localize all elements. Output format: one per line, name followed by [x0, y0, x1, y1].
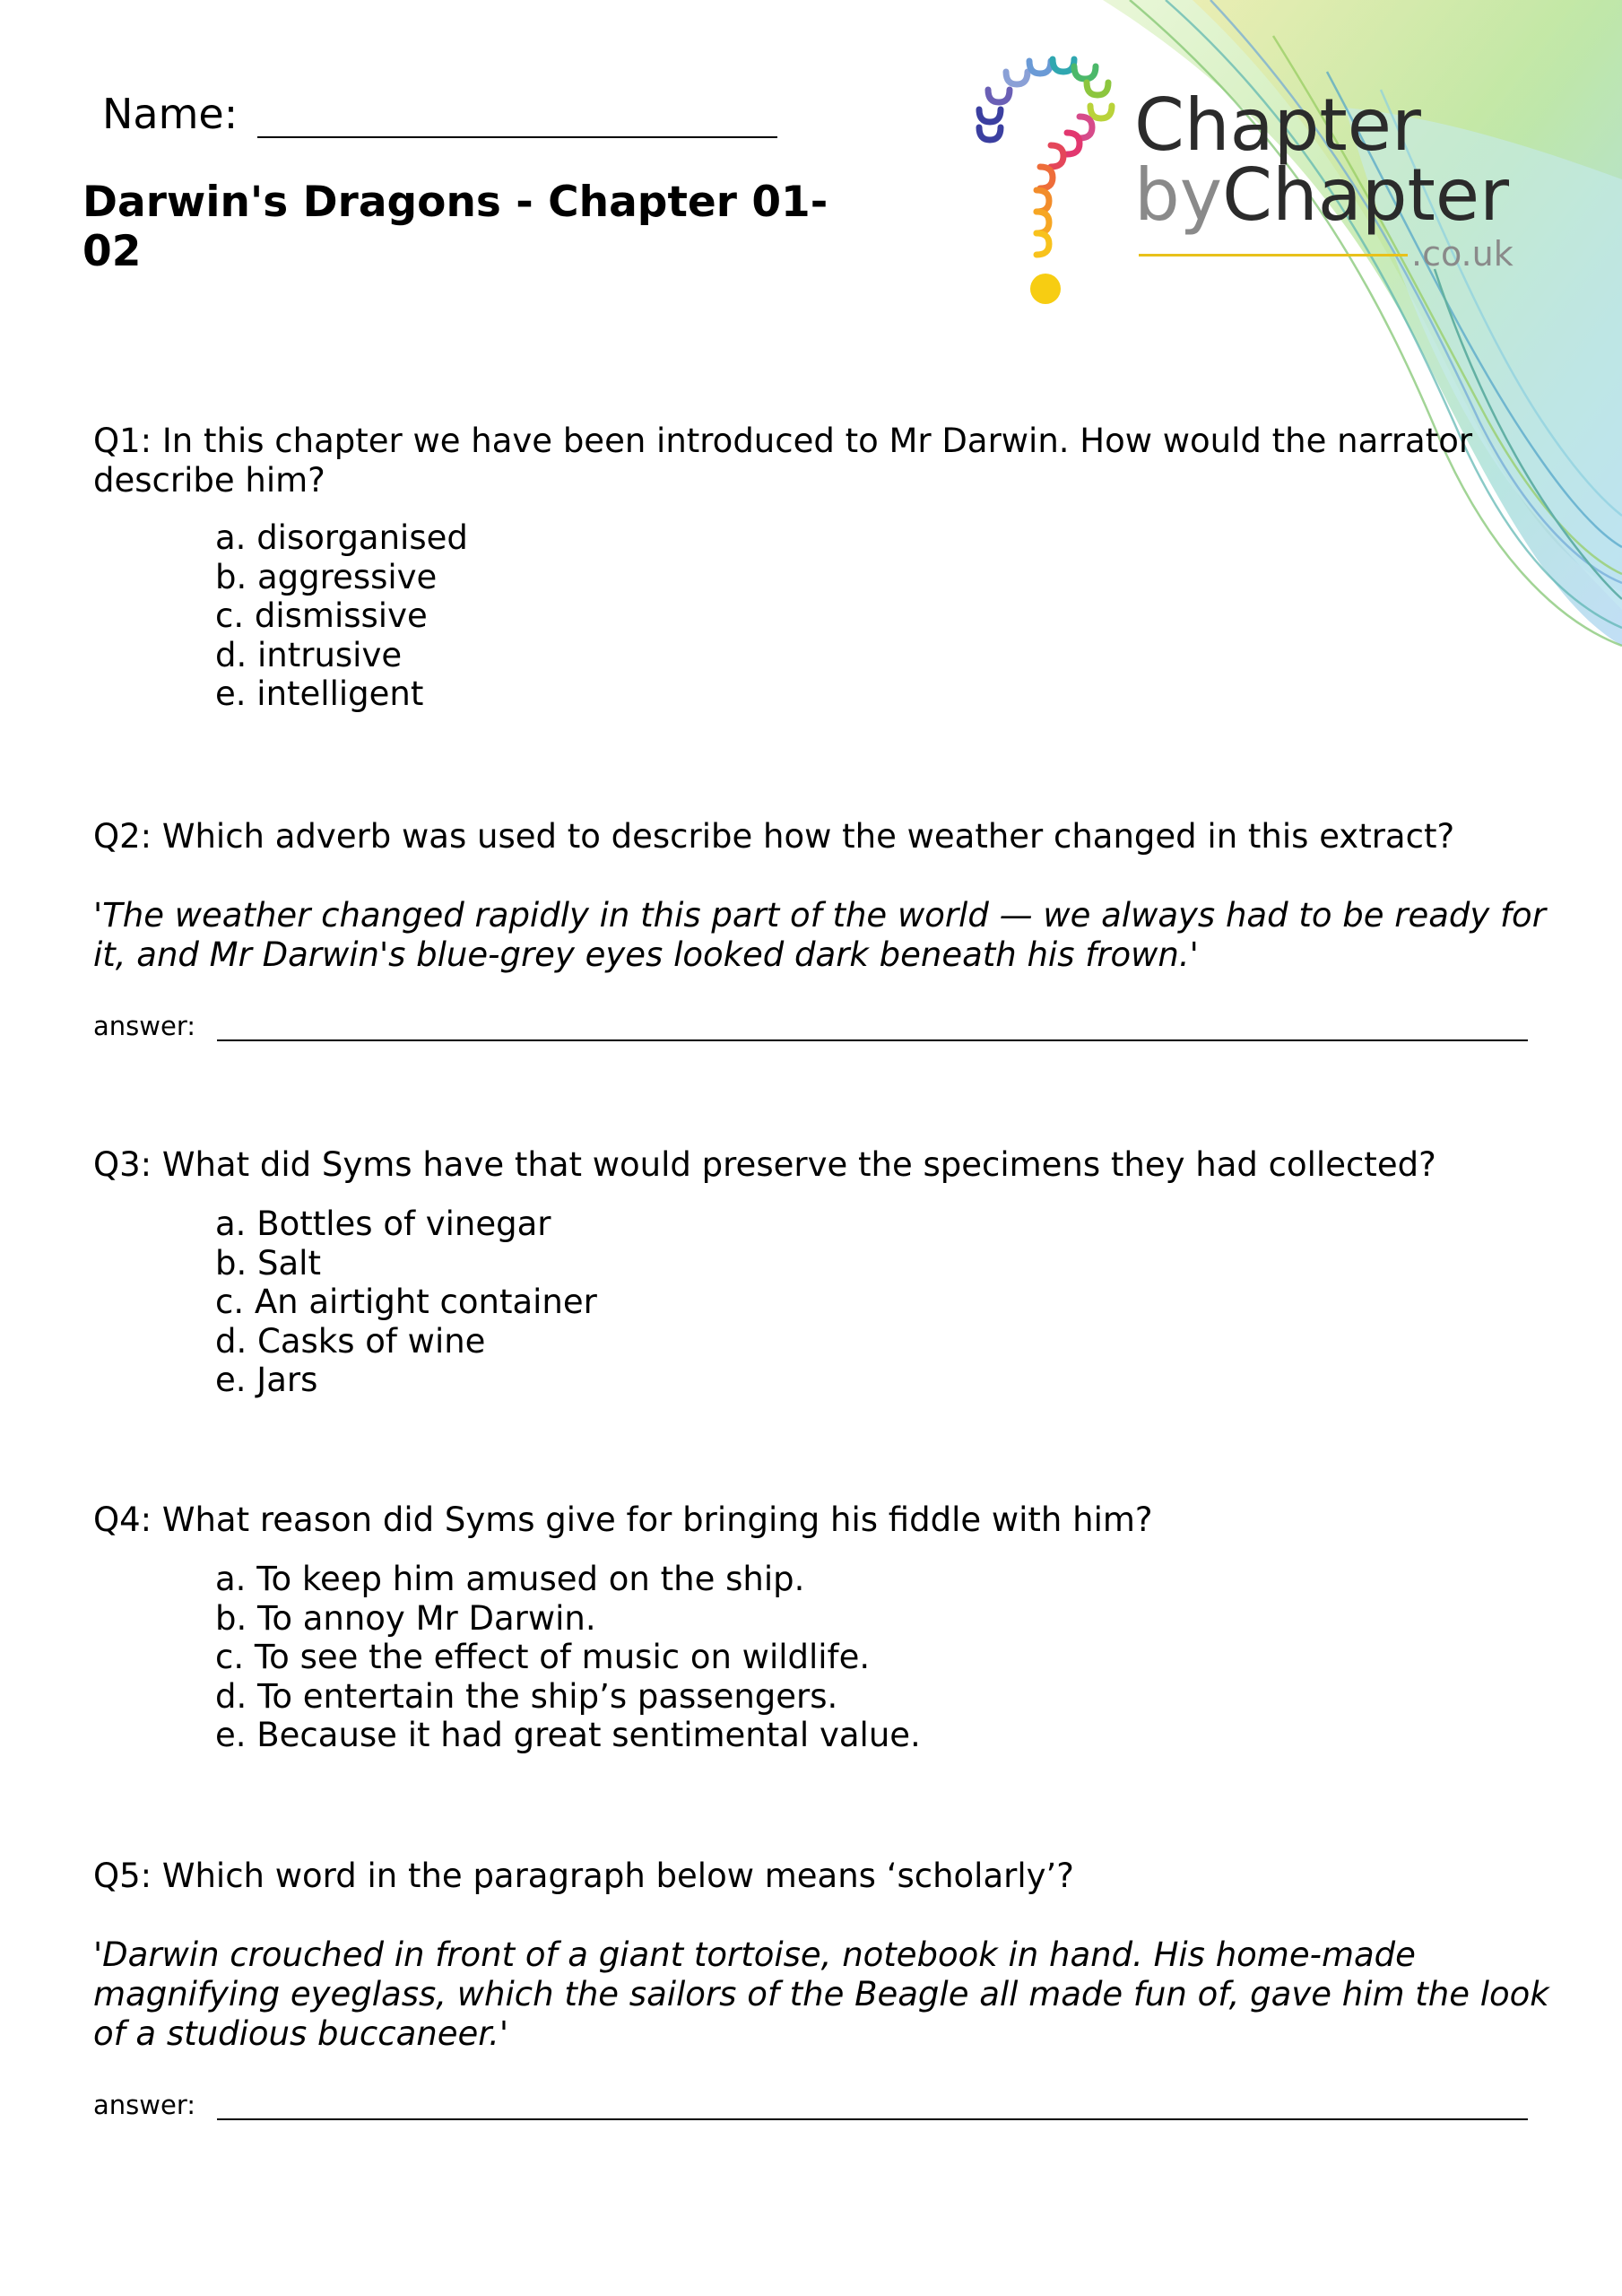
logo-word-by-chapter — [1134, 153, 1509, 237]
question-5-quote: 'Darwin crouched in front of a giant tortoise, notebook in hand. His home-made magnifying eyeglass, which the sailors of the Beagle all made fun of, gave him the look of a studious buccaneer.' — [93, 1935, 1549, 2053]
answer-input-line[interactable] — [217, 2097, 1528, 2120]
answer-label: answer: — [93, 1011, 196, 1041]
chapter-by-chapter-logo — [968, 54, 1542, 323]
option-item[interactable]: d. To entertain the ship’s passengers. — [215, 1676, 838, 1716]
option-item[interactable]: a. To keep him amused on the ship. — [215, 1560, 805, 1598]
question-5-prompt: Q5: Which word in the paragraph below means ‘scholarly’? — [93, 1857, 1074, 1895]
answer-input-line[interactable] — [217, 1018, 1528, 1041]
name-input-line[interactable] — [257, 91, 777, 138]
question-mark-books-icon — [968, 54, 1130, 323]
question-1-options — [215, 518, 468, 714]
option-item[interactable]: e. intelligent — [215, 674, 424, 713]
option-item[interactable]: c. dismissive — [215, 596, 428, 635]
question-2-prompt: Q2: Which adverb was used to describe how the weather changed in this extract? — [93, 817, 1455, 856]
option-item[interactable]: b. To annoy Mr Darwin. — [215, 1598, 596, 1638]
question-3-prompt: Q3: What did Syms have that would preserve the specimens they had collected? — [93, 1145, 1436, 1184]
option-item[interactable]: b. aggressive — [215, 557, 438, 596]
option-item[interactable]: a. Bottles of vinegar — [215, 1205, 551, 1243]
option-item[interactable]: a. disorganised — [215, 518, 468, 557]
option-item[interactable]: e. Jars — [215, 1361, 318, 1399]
logo-word-by: by — [1134, 153, 1223, 237]
name-field-row — [102, 90, 777, 138]
name-label: Name: — [102, 90, 239, 138]
option-item[interactable]: c. An airtight container — [215, 1283, 597, 1321]
option-item[interactable]: b. Salt — [215, 1243, 321, 1283]
option-item[interactable]: d. Casks of wine — [215, 1321, 486, 1361]
logo-domain: .co.uk — [1411, 234, 1514, 274]
question-5-answer-row — [93, 2090, 1528, 2120]
option-item[interactable]: e. Because it had great sentimental value. — [215, 1716, 921, 1754]
logo-word-chapter: Chapter — [1134, 83, 1421, 167]
question-4-options — [215, 1560, 921, 1755]
logo-word-chapter-2: Chapter — [1222, 153, 1509, 237]
question-1-prompt: Q1: In this chapter we have been introduced to Mr Darwin. How would the narrator describe him? — [93, 422, 1473, 500]
logo-underline — [1139, 254, 1408, 257]
option-item[interactable]: c. To see the effect of music on wildlife. — [215, 1638, 871, 1676]
question-4-prompt: Q4: What reason did Syms give for bringing his fiddle with him? — [93, 1500, 1153, 1539]
answer-label: answer: — [93, 2090, 196, 2120]
option-item[interactable]: d. intrusive — [215, 635, 403, 674]
question-3-options — [215, 1205, 597, 1400]
question-2-answer-row — [93, 1011, 1528, 1041]
question-2-quote: 'The weather changed rapidly in this part of the world — we always had to be ready for it, and Mr Darwin's blue-grey eyes looked dark beneath his frown.' — [93, 896, 1546, 974]
worksheet-title: Darwin's Dragons - Chapter 01-02 — [82, 178, 828, 276]
